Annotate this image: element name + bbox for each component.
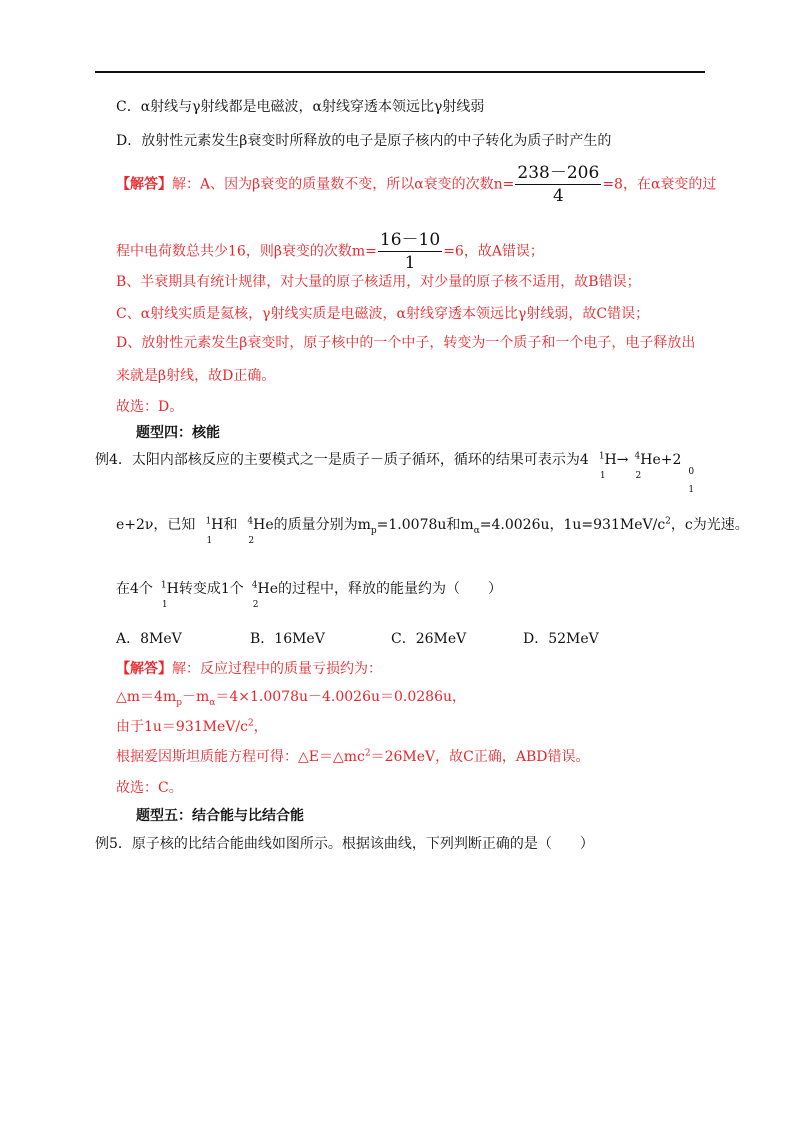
solution3-b: B、半衰期具有统计规律，对大量的原子核适用，对少量的原子核不适用，故B错误； <box>116 274 641 290</box>
ex4-line1: 例4．太阳内部核反应的主要模式之一是质子－质子循环，循环的结果可表示为4 $^1$H 1 → $^4$He 2 +2 0 1 <box>95 451 695 495</box>
nuclide-he1: $^4$He 2 <box>634 451 661 481</box>
solution3-d2: 来就是β射线，故D正确。 <box>116 368 276 384</box>
solution4-line2: $\triangle m=4m_p-m_\alpha=4\times 1.0078u-4.0026u=0.0286u$， <box>116 689 467 708</box>
nuclide-h1: $^1$H 1 <box>598 451 617 481</box>
answer-tag: 【解答】 <box>116 176 172 193</box>
choice-a[interactable]: A．8MeV <box>116 631 182 647</box>
ex4-line3: 在4个 $^1$H 1 转变成1个 $^4$He 2 的过程中，释放的能量约为（ ） <box>116 580 503 610</box>
fraction-n: $\frac{238-206}{4}$ <box>517 163 600 206</box>
nuclide-h3: $^1$H 1 <box>160 580 179 610</box>
fraction-m: $\frac{16-10}{1}$ <box>379 230 441 273</box>
section4-title: 题型四：核能 <box>136 425 220 441</box>
solution3-line1: 【解答】解：A、因为β衰变的质量数不变，所以α衰变的次数n= $\frac{238-206}{4}$ =8，在α衰变的过 <box>116 163 717 206</box>
solution4-line1: 【解答】解：反应过程中的质量亏损约为： <box>116 661 382 677</box>
section5-title: 题型五：结合能与比结合能 <box>136 808 304 824</box>
header-rule <box>95 71 705 73</box>
ex5-line1: 例5．原子核的比结合能曲线如图所示。根据该曲线，下列判断正确的是（ ） <box>95 836 594 852</box>
answer-tag: 【解答】 <box>116 661 172 677</box>
ex4-line2: e+2ν，已知 $^1$H 1 和 $^4$He 2 的质量分别为$m_p=1.0078u$和$m_\alpha=4.0026u$，$1u=931MeV/c^2$，c为光速。 <box>116 516 749 546</box>
solution3-choose: 故选：D。 <box>116 399 184 415</box>
solution3-c: C、α射线实质是氦核，γ射线实质是电磁波，α射线穿透本领远比γ射线弱，故C错误； <box>116 306 650 322</box>
nuclide-he3: $^4$He 2 <box>251 580 279 610</box>
solution3-d1: D、放射性元素发生β衰变时，原子核中的一个中子，转变为一个质子和一个电子，电子释放出 <box>116 335 696 351</box>
nuclide-h2: $^1$H 1 <box>205 516 224 546</box>
option-d-prev: D．放射性元素发生β衰变时所释放的电子是原子核内的中子转化为质子时产生的 <box>116 133 612 149</box>
solution4-line4: 根据爱因斯坦质能方程可得：$\triangle E=\triangle mc^2=26MeV$，故C正确，ABD错误。 <box>116 748 590 765</box>
choice-d[interactable]: D．52MeV <box>523 631 599 647</box>
option-c-prev: C．α射线与γ射线都是电磁波，α射线穿透本领远比γ射线弱 <box>116 99 485 115</box>
solution4-line3: 由于$1u=931MeV/c^2$， <box>116 718 268 735</box>
choice-c[interactable]: C．26MeV <box>391 631 467 647</box>
choice-b[interactable]: B．16MeV <box>250 631 325 647</box>
solution4-choose: 故选：C。 <box>116 780 183 796</box>
solution3-line2: 程中电荷数总共少16，则β衰变的次数m= $\frac{16-10}{1}$ =6，故A错误； <box>116 230 544 273</box>
nuclide-he2: $^4$He 2 <box>247 516 274 546</box>
